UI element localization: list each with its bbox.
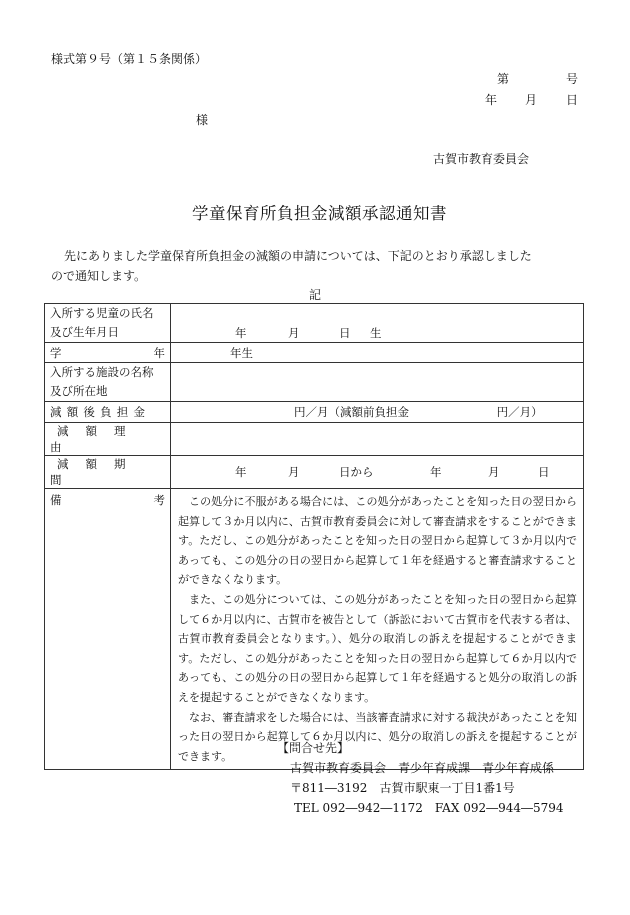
row-child-name (45, 304, 584, 343)
date-day-label: 日 (566, 93, 579, 107)
value-reduced-fee[interactable] (171, 402, 584, 423)
remarks-paragraph-1: この処分に不服がある場合には、この処分があったことを知った日の翌日から起算して３か月以内に、古賀市教育委員会に対して審査請求をすることができます。ただし、この処分があったことを知った日の翌日から起算して３か月以内であっても、この処分の日の翌日から起算して１年を経過すると審査請求することができなくなります。 (178, 495, 577, 587)
original-fee-unit: 円／月） (496, 405, 543, 419)
value-grade[interactable] (171, 343, 584, 363)
label-grade-left: 学 (50, 345, 62, 360)
label-grade-right: 年 (153, 345, 165, 360)
remarks-body (171, 489, 584, 770)
form-number: 様式第９号（第１５条関係） (51, 52, 208, 66)
value-reason[interactable] (171, 423, 584, 456)
intro-line-1: 先にありました学童保育所負担金の減額の申請については、下記のとおり承認しました (64, 249, 532, 263)
grade-suffix: 年生 (230, 345, 253, 360)
remarks-paragraph-3: なお、審査請求をした場合には、当該審査請求に対する裁決があったことを知った日の翌日から起算して６か月以内に、処分の取消しの訴えを提起することができます。 (178, 710, 577, 763)
label-grade (45, 343, 171, 363)
period-start-month: 月 (288, 465, 300, 479)
label-facility-line2: 及び所在地 (50, 384, 108, 398)
row-remarks (45, 489, 584, 770)
label-reduced-fee-text (50, 404, 165, 420)
label-remarks-right: 考 (153, 493, 165, 507)
form-table (44, 303, 584, 770)
birth-label: 生 (370, 326, 382, 340)
document-title: 学童保育所負担金減額承認通知書 (192, 204, 447, 223)
remarks-paragraph-2: また、この処分については、この処分があったことを知った日の翌日から起算して６か月以内に、古賀市を被告として（訴訟において古賀市を代表する者は、古賀市教育委員会となります。）、処分の取消しの訴えを提起することができます。ただし、この処分があったことを知った日の翌日から起算して６か月以内であっても、この処分の日の翌日から起算して１年を経過すると処分の取消しの訴えを提起することができなくなります。 (178, 592, 577, 704)
value-period[interactable] (171, 456, 584, 489)
birth-day-label: 日 (339, 326, 351, 340)
label-period (45, 456, 171, 489)
period-end-day: 日 (538, 465, 550, 479)
contact-line-3: TEL 092―942―1172 FAX 092―944―5794 (294, 801, 564, 815)
issuer-name: 古賀市教育委員会 (433, 152, 530, 166)
contact-line-2: 〒811―3192 古賀市駅東一丁目1番1号 (290, 781, 515, 795)
label-period-text: 減額期間 (50, 457, 143, 487)
date-month-label: 月 (525, 93, 538, 107)
period-end-year: 年 (430, 465, 442, 479)
period-start-year: 年 (235, 465, 247, 479)
label-reason-text: 減額理由 (50, 424, 143, 454)
label-child-name-line1: 入所する児童の氏名 (50, 306, 154, 320)
label-facility (45, 363, 171, 402)
row-facility (45, 363, 584, 402)
birth-year-label: 年 (235, 326, 247, 340)
row-reason (45, 423, 584, 456)
contact-heading: 【問合せ先】 (277, 741, 350, 755)
contact-line-1: 古賀市教育委員会 青少年育成課 青少年育成係 (290, 761, 555, 775)
label-remarks-left: 備 (50, 493, 62, 507)
label-child-name (45, 304, 171, 343)
value-child-name[interactable] (171, 304, 584, 343)
label-reduced-fee (45, 402, 171, 423)
period-start-day: 日から (339, 465, 374, 479)
addressee-suffix: 様 (196, 113, 209, 127)
label-child-name-line2: 及び生年月日 (50, 325, 119, 339)
reduced-fee-unit: 円／月（減額前負担金 (294, 405, 409, 419)
document-number-prefix: 第 (497, 72, 510, 86)
intro-line-2: ので通知します。 (51, 269, 147, 283)
label-reduced-fee-value: 減額後負担金 (50, 405, 151, 419)
ki-marker: 記 (309, 288, 322, 302)
row-reduced-fee (45, 402, 584, 423)
document-number-suffix: 号 (566, 72, 579, 86)
label-remarks (45, 489, 171, 770)
period-end-month: 月 (488, 465, 500, 479)
value-facility[interactable] (171, 363, 584, 402)
label-reason (45, 423, 171, 456)
label-facility-line1: 入所する施設の名称 (50, 365, 154, 379)
birth-month-label: 月 (288, 326, 300, 340)
row-period (45, 456, 584, 489)
row-grade (45, 343, 584, 363)
date-year-label: 年 (485, 93, 498, 107)
